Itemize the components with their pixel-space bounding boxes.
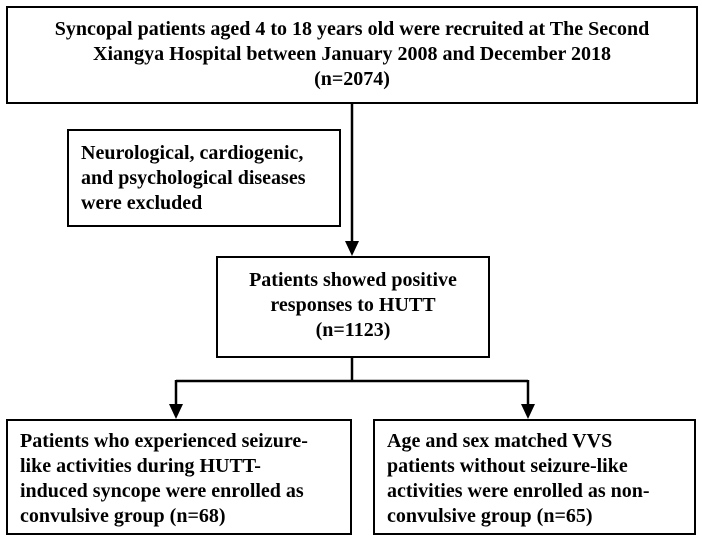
exclusion-box-line-1: Neurological, cardiogenic, bbox=[81, 142, 304, 164]
exclusion-box bbox=[67, 129, 341, 227]
left-box-line-4: convulsive group (n=68) bbox=[20, 505, 226, 527]
left-box-line-3: induced syncope were enrolled as bbox=[20, 480, 304, 502]
exclusion-box-line-3: were excluded bbox=[81, 192, 203, 214]
top-box-recruitment bbox=[6, 6, 698, 104]
left-box-line-1: Patients who experienced seizure- bbox=[20, 430, 308, 452]
left-box-convulsive-group bbox=[6, 419, 352, 535]
top-box-line-2: Xiangya Hospital between January 2008 and December 2018 bbox=[93, 43, 611, 65]
right-box-line-4: convulsive group (n=65) bbox=[387, 505, 593, 527]
arrowhead-to-right-box bbox=[521, 404, 535, 419]
top-box-line-3: (n=2074) bbox=[314, 68, 390, 90]
left-box-line-2: like activities during HUTT- bbox=[20, 455, 261, 477]
exclusion-box-line-2: and psychological diseases bbox=[81, 167, 306, 189]
middle-box-line-3: (n=1123) bbox=[315, 319, 391, 341]
middle-box-line-2: responses to HUTT bbox=[270, 294, 436, 316]
middle-box-line-1: Patients showed positive bbox=[249, 269, 457, 291]
top-box-line-1: Syncopal patients aged 4 to 18 years old were recruited at The Second bbox=[54, 18, 650, 40]
middle-box-hutt-positive bbox=[216, 256, 490, 358]
right-box-non-convulsive-group bbox=[373, 419, 696, 535]
arrowhead-to-left-box bbox=[169, 404, 183, 419]
right-box-line-3: activities were enrolled as non- bbox=[387, 480, 650, 502]
right-box-line-2: patients without seizure-like bbox=[387, 455, 628, 477]
arrowhead-to-middle-box bbox=[345, 241, 359, 256]
right-box-line-1: Age and sex matched VVS bbox=[387, 430, 613, 452]
